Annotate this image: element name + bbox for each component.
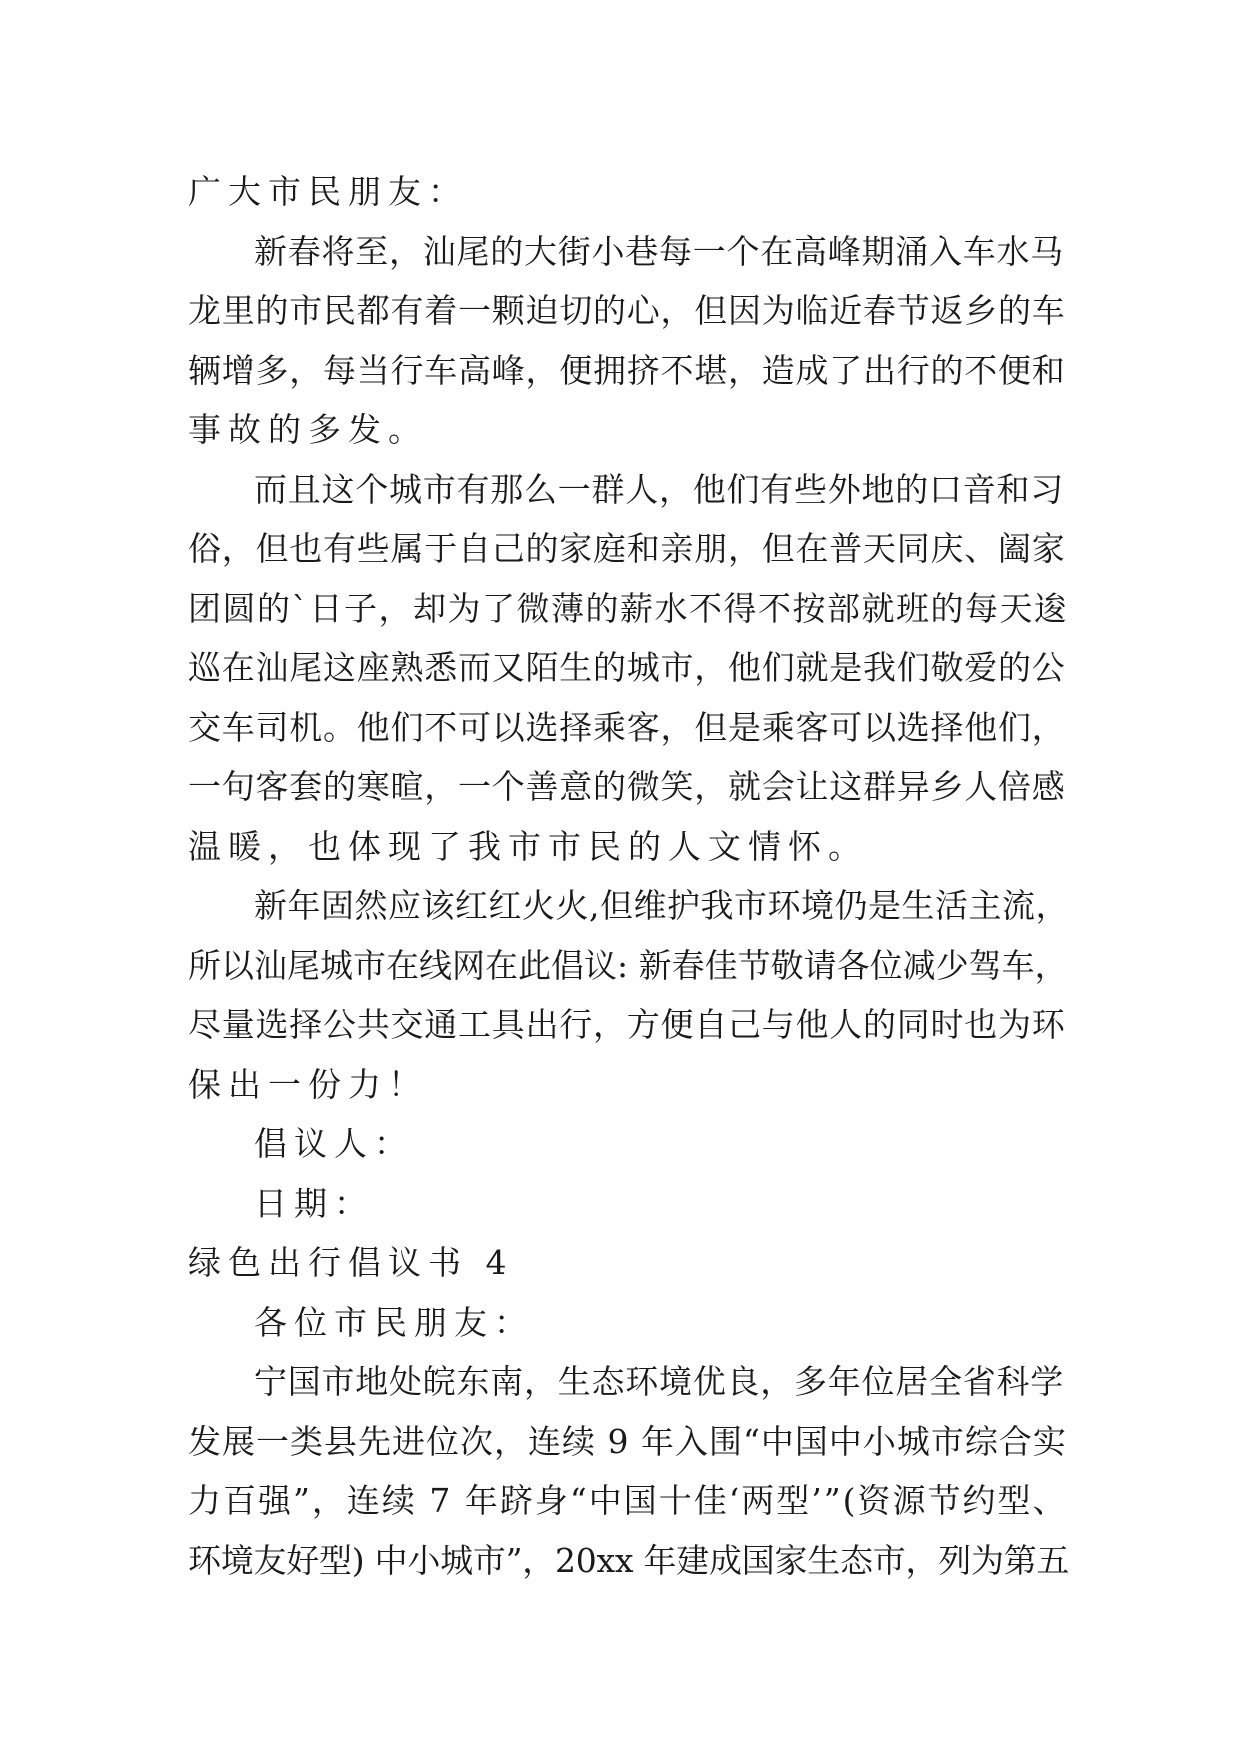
text-line: 事故的多发。: [188, 410, 428, 449]
text-line: 倡议人：: [254, 1124, 414, 1163]
text-line: 巡在汕尾这座熟悉而又陌生的城市，他们就是我们敬爱的公: [188, 648, 1066, 687]
text-line: 日期：: [254, 1183, 374, 1223]
document-body: [188, 162, 1068, 1590]
text-line: 俗，但也有些属于自己的家庭和亲朋，但在普天同庆、阖家: [188, 529, 1066, 568]
text-line: 力百强”，连续 7 年跻身“中国十佳‘两型’”(资源节约型、: [188, 1481, 1068, 1520]
section-heading: 绿色出行倡议书 4: [188, 1243, 514, 1282]
text-line: 新春将至，汕尾的大街小巷每一个在高峰期涌入车水马: [254, 231, 1064, 271]
text-line: 各位市民朋友：: [254, 1302, 534, 1342]
text-line: 龙里的市民都有着一颗迫切的心，但因为临近春节返乡的车: [188, 291, 1066, 330]
text-line: 一句客套的寒暄，一个善意的微笑，就会让这群异乡人倍感: [188, 767, 1066, 806]
text-line: 保出一份力！: [188, 1064, 428, 1104]
text-line: 辆增多，每当行车高峰，便拥挤不堪，造成了出行的不便和: [188, 350, 1066, 390]
text-line: 环境友好型) 中小城市”，20xx 年建成国家生态市，列为第五: [188, 1540, 1070, 1580]
text-line: 交车司机。他们不可以选择乘客，但是乘客可以选择他们，: [188, 707, 1066, 747]
text-line: 团圆的`日子，却为了微薄的薪水不得不按部就班的每天逡: [188, 588, 1069, 628]
text-line: 而且这个城市有那么一群人，他们有些外地的口音和习: [254, 469, 1064, 509]
text-line: 尽量选择公共交通工具出行，方便自己与他人的同时也为环: [188, 1005, 1066, 1044]
text-line: 广大市民朋友：: [188, 172, 468, 211]
text-line: 温暖，也体现了我市市民的人文情怀。: [188, 826, 868, 866]
text-line: 新年固然应该红红火火,但维护我市环境仍是生活主流，: [254, 886, 1069, 925]
text-line: 所以汕尾城市在线网在此倡议: 新春佳节敬请各位减少驾车，: [188, 945, 1068, 985]
text-line: 发展一类县先进位次，连续 9 年入围“中国中小城市综合实: [188, 1421, 1067, 1461]
text-line: 宁国市地处皖东南，生态环境优良，多年位居全省科学: [254, 1362, 1064, 1401]
